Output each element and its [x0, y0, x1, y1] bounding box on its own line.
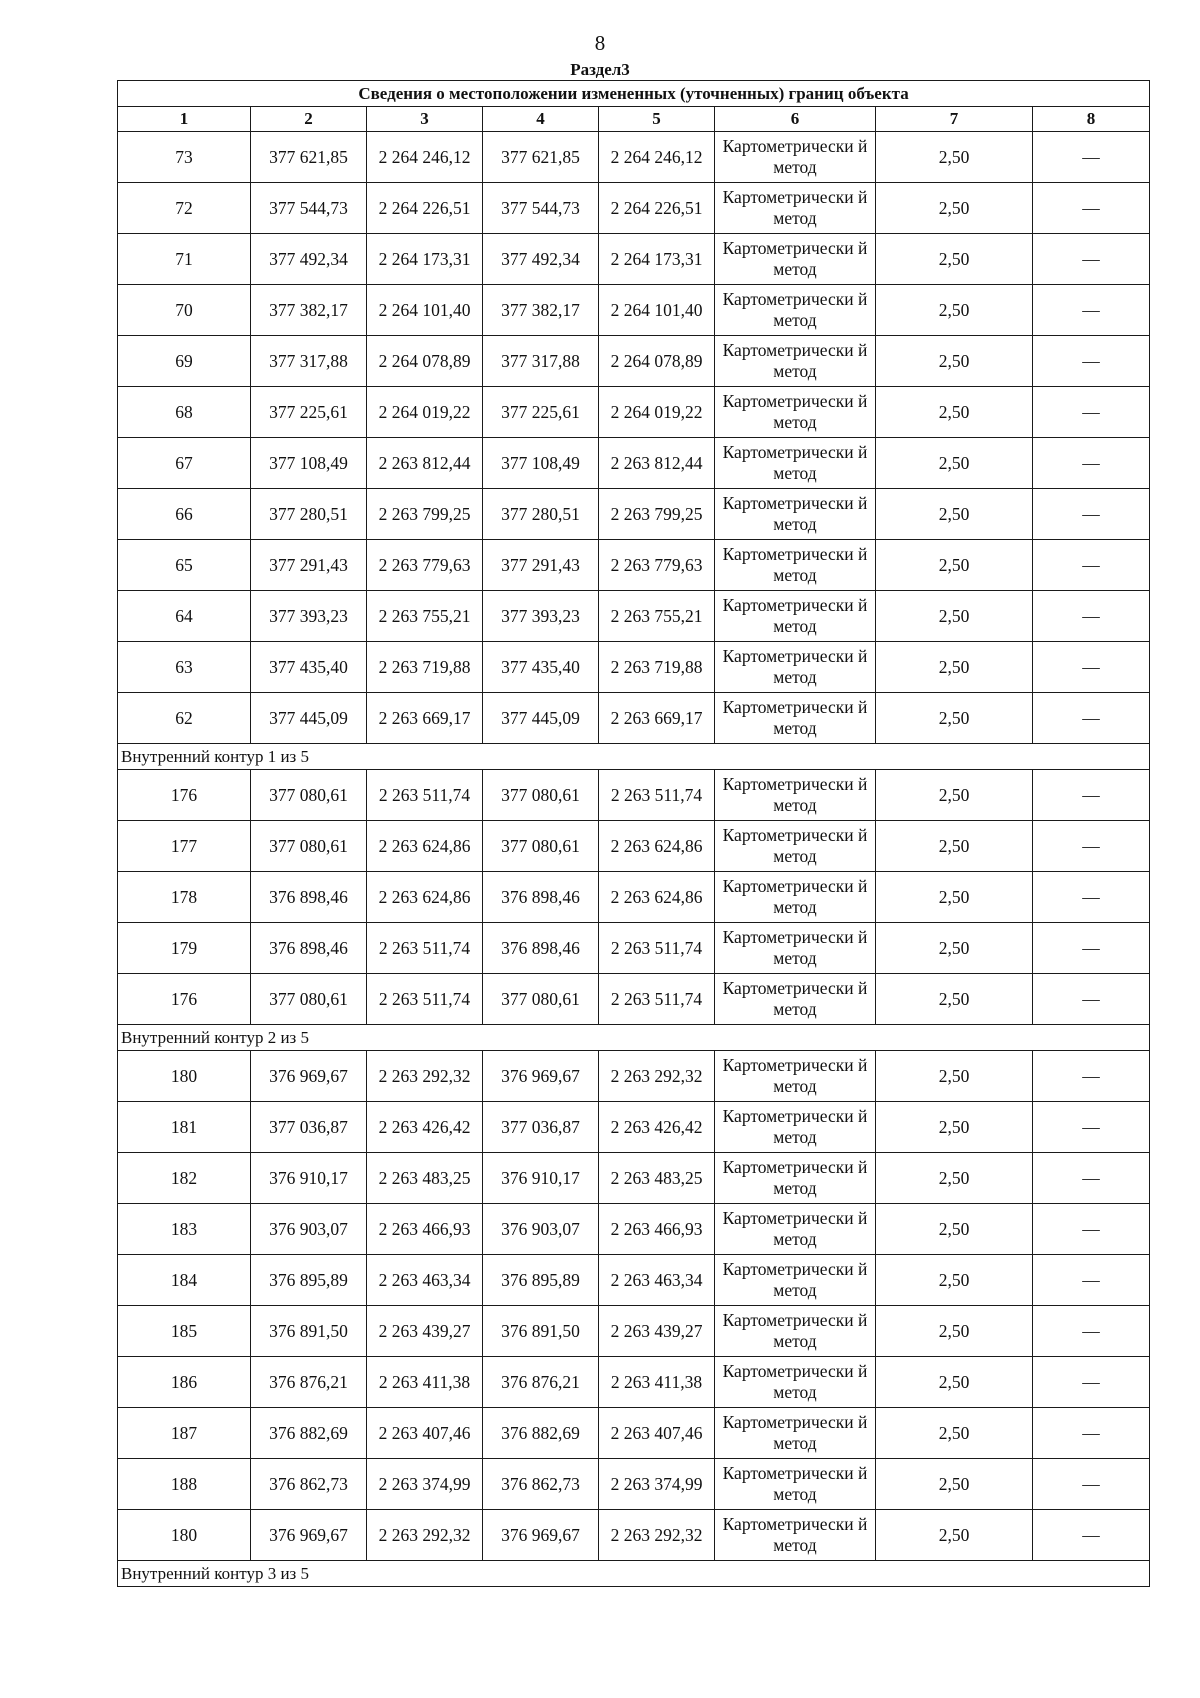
x-existing-cell: 377 080,61 [251, 974, 367, 1025]
description-cell: — [1033, 974, 1150, 1025]
description-cell: — [1033, 1306, 1150, 1357]
y-existing-cell: 2 263 755,21 [367, 591, 483, 642]
x-existing-cell: 377 492,34 [251, 234, 367, 285]
point-number-cell: 72 [118, 183, 251, 234]
y-new-cell: 2 263 439,27 [599, 1306, 715, 1357]
y-new-cell: 2 263 511,74 [599, 974, 715, 1025]
y-existing-cell: 2 263 439,27 [367, 1306, 483, 1357]
table-row [118, 974, 1150, 1025]
y-new-cell: 2 264 078,89 [599, 336, 715, 387]
y-existing-cell: 2 263 624,86 [367, 872, 483, 923]
accuracy-cell: 2,50 [876, 387, 1033, 438]
x-existing-cell: 376 969,67 [251, 1051, 367, 1102]
description-cell: — [1033, 183, 1150, 234]
method-cell: Картометрически й метод [715, 234, 876, 285]
method-cell: Картометрически й метод [715, 132, 876, 183]
y-new-cell: 2 263 624,86 [599, 872, 715, 923]
accuracy-cell: 2,50 [876, 234, 1033, 285]
description-cell: — [1033, 923, 1150, 974]
table-row [118, 1204, 1150, 1255]
accuracy-cell: 2,50 [876, 693, 1033, 744]
y-new-cell: 2 263 511,74 [599, 770, 715, 821]
table-row [118, 438, 1150, 489]
y-existing-cell: 2 264 101,40 [367, 285, 483, 336]
x-new-cell: 376 862,73 [483, 1459, 599, 1510]
y-existing-cell: 2 264 226,51 [367, 183, 483, 234]
method-cell: Картометрически й метод [715, 1408, 876, 1459]
x-new-cell: 377 080,61 [483, 974, 599, 1025]
y-existing-cell: 2 264 019,22 [367, 387, 483, 438]
x-existing-cell: 377 621,85 [251, 132, 367, 183]
column-number: 4 [483, 107, 599, 132]
x-new-cell: 377 544,73 [483, 183, 599, 234]
y-new-cell: 2 263 779,63 [599, 540, 715, 591]
y-new-cell: 2 263 669,17 [599, 693, 715, 744]
x-existing-cell: 376 876,21 [251, 1357, 367, 1408]
description-cell: — [1033, 1510, 1150, 1561]
point-number-cell: 69 [118, 336, 251, 387]
table-row [118, 872, 1150, 923]
contour-heading-row [118, 1561, 1150, 1587]
point-number-cell: 73 [118, 132, 251, 183]
point-number-cell: 65 [118, 540, 251, 591]
y-existing-cell: 2 263 426,42 [367, 1102, 483, 1153]
accuracy-cell: 2,50 [876, 923, 1033, 974]
description-cell: — [1033, 1051, 1150, 1102]
table-row [118, 1153, 1150, 1204]
y-new-cell: 2 263 719,88 [599, 642, 715, 693]
boundary-coordinates-table [117, 80, 1150, 1587]
method-cell: Картометрически й метод [715, 591, 876, 642]
y-new-cell: 2 263 812,44 [599, 438, 715, 489]
point-number-cell: 188 [118, 1459, 251, 1510]
y-existing-cell: 2 264 173,31 [367, 234, 483, 285]
x-existing-cell: 377 080,61 [251, 770, 367, 821]
contour-heading-row [118, 744, 1150, 770]
table-title: Сведения о местоположении измененных (уточненных) границ объекта [118, 81, 1150, 107]
description-cell: — [1033, 821, 1150, 872]
point-number-cell: 62 [118, 693, 251, 744]
y-new-cell: 2 263 426,42 [599, 1102, 715, 1153]
x-existing-cell: 377 280,51 [251, 489, 367, 540]
table-row [118, 489, 1150, 540]
description-cell: — [1033, 770, 1150, 821]
y-new-cell: 2 263 799,25 [599, 489, 715, 540]
x-existing-cell: 376 862,73 [251, 1459, 367, 1510]
y-new-cell: 2 263 511,74 [599, 923, 715, 974]
point-number-cell: 71 [118, 234, 251, 285]
y-existing-cell: 2 264 246,12 [367, 132, 483, 183]
y-existing-cell: 2 264 078,89 [367, 336, 483, 387]
description-cell: — [1033, 234, 1150, 285]
x-existing-cell: 377 225,61 [251, 387, 367, 438]
method-cell: Картометрически й метод [715, 489, 876, 540]
point-number-cell: 182 [118, 1153, 251, 1204]
description-cell: — [1033, 132, 1150, 183]
point-number-cell: 187 [118, 1408, 251, 1459]
point-number-cell: 183 [118, 1204, 251, 1255]
point-number-cell: 68 [118, 387, 251, 438]
table-row [118, 1255, 1150, 1306]
accuracy-cell: 2,50 [876, 132, 1033, 183]
y-existing-cell: 2 263 511,74 [367, 923, 483, 974]
page-number: 8 [594, 31, 606, 55]
description-cell: — [1033, 1255, 1150, 1306]
y-existing-cell: 2 263 483,25 [367, 1153, 483, 1204]
accuracy-cell: 2,50 [876, 1357, 1033, 1408]
method-cell: Картометрически й метод [715, 1153, 876, 1204]
table-row [118, 693, 1150, 744]
x-new-cell: 376 895,89 [483, 1255, 599, 1306]
description-cell: — [1033, 540, 1150, 591]
point-number-cell: 176 [118, 770, 251, 821]
table-row [118, 540, 1150, 591]
accuracy-cell: 2,50 [876, 1459, 1033, 1510]
column-number: 3 [367, 107, 483, 132]
point-number-cell: 177 [118, 821, 251, 872]
description-cell: — [1033, 1357, 1150, 1408]
description-cell: — [1033, 285, 1150, 336]
x-existing-cell: 377 544,73 [251, 183, 367, 234]
accuracy-cell: 2,50 [876, 1153, 1033, 1204]
x-new-cell: 376 898,46 [483, 872, 599, 923]
x-existing-cell: 377 036,87 [251, 1102, 367, 1153]
x-existing-cell: 377 108,49 [251, 438, 367, 489]
x-new-cell: 377 317,88 [483, 336, 599, 387]
method-cell: Картометрически й метод [715, 1255, 876, 1306]
table-row [118, 591, 1150, 642]
method-cell: Картометрически й метод [715, 770, 876, 821]
x-existing-cell: 376 895,89 [251, 1255, 367, 1306]
table-row [118, 923, 1150, 974]
x-new-cell: 377 445,09 [483, 693, 599, 744]
y-existing-cell: 2 263 511,74 [367, 974, 483, 1025]
x-existing-cell: 376 898,46 [251, 923, 367, 974]
y-new-cell: 2 263 411,38 [599, 1357, 715, 1408]
point-number-cell: 70 [118, 285, 251, 336]
y-existing-cell: 2 263 779,63 [367, 540, 483, 591]
x-new-cell: 377 080,61 [483, 821, 599, 872]
contour-heading: Внутренний контур 3 из 5 [118, 1561, 1150, 1587]
contour-heading: Внутренний контур 2 из 5 [118, 1025, 1150, 1051]
x-existing-cell: 376 969,67 [251, 1510, 367, 1561]
x-existing-cell: 377 393,23 [251, 591, 367, 642]
point-number-cell: 178 [118, 872, 251, 923]
table-row [118, 1306, 1150, 1357]
description-cell: — [1033, 1459, 1150, 1510]
point-number-cell: 180 [118, 1510, 251, 1561]
y-new-cell: 2 264 246,12 [599, 132, 715, 183]
point-number-cell: 64 [118, 591, 251, 642]
table-body [118, 132, 1150, 1587]
accuracy-cell: 2,50 [876, 336, 1033, 387]
accuracy-cell: 2,50 [876, 285, 1033, 336]
description-cell: — [1033, 387, 1150, 438]
x-existing-cell: 376 898,46 [251, 872, 367, 923]
y-existing-cell: 2 263 466,93 [367, 1204, 483, 1255]
x-new-cell: 376 898,46 [483, 923, 599, 974]
accuracy-cell: 2,50 [876, 438, 1033, 489]
accuracy-cell: 2,50 [876, 1255, 1033, 1306]
accuracy-cell: 2,50 [876, 1102, 1033, 1153]
table-row [118, 1408, 1150, 1459]
x-existing-cell: 377 445,09 [251, 693, 367, 744]
y-new-cell: 2 263 374,99 [599, 1459, 715, 1510]
point-number-cell: 66 [118, 489, 251, 540]
table-row [118, 821, 1150, 872]
x-new-cell: 377 036,87 [483, 1102, 599, 1153]
description-cell: — [1033, 489, 1150, 540]
method-cell: Картометрически й метод [715, 1051, 876, 1102]
description-cell: — [1033, 1153, 1150, 1204]
x-new-cell: 377 382,17 [483, 285, 599, 336]
y-new-cell: 2 264 173,31 [599, 234, 715, 285]
x-new-cell: 377 280,51 [483, 489, 599, 540]
x-new-cell: 376 903,07 [483, 1204, 599, 1255]
accuracy-cell: 2,50 [876, 770, 1033, 821]
method-cell: Картометрически й метод [715, 872, 876, 923]
description-cell: — [1033, 591, 1150, 642]
description-cell: — [1033, 642, 1150, 693]
y-existing-cell: 2 263 719,88 [367, 642, 483, 693]
accuracy-cell: 2,50 [876, 1051, 1033, 1102]
x-new-cell: 376 876,21 [483, 1357, 599, 1408]
y-existing-cell: 2 263 411,38 [367, 1357, 483, 1408]
y-new-cell: 2 264 101,40 [599, 285, 715, 336]
x-existing-cell: 377 291,43 [251, 540, 367, 591]
y-new-cell: 2 263 292,32 [599, 1510, 715, 1561]
table-row [118, 336, 1150, 387]
accuracy-cell: 2,50 [876, 1306, 1033, 1357]
x-new-cell: 377 435,40 [483, 642, 599, 693]
x-new-cell: 377 291,43 [483, 540, 599, 591]
method-cell: Картометрически й метод [715, 1204, 876, 1255]
y-new-cell: 2 263 755,21 [599, 591, 715, 642]
method-cell: Картометрически й метод [715, 642, 876, 693]
x-new-cell: 377 080,61 [483, 770, 599, 821]
y-existing-cell: 2 263 463,34 [367, 1255, 483, 1306]
x-existing-cell: 377 317,88 [251, 336, 367, 387]
y-existing-cell: 2 263 292,32 [367, 1051, 483, 1102]
x-new-cell: 377 621,85 [483, 132, 599, 183]
y-existing-cell: 2 263 511,74 [367, 770, 483, 821]
table-row [118, 1459, 1150, 1510]
description-cell: — [1033, 438, 1150, 489]
method-cell: Картометрически й метод [715, 387, 876, 438]
method-cell: Картометрически й метод [715, 285, 876, 336]
method-cell: Картометрически й метод [715, 1510, 876, 1561]
method-cell: Картометрически й метод [715, 693, 876, 744]
accuracy-cell: 2,50 [876, 1408, 1033, 1459]
x-new-cell: 376 882,69 [483, 1408, 599, 1459]
column-number: 1 [118, 107, 251, 132]
x-new-cell: 377 393,23 [483, 591, 599, 642]
method-cell: Картометрически й метод [715, 183, 876, 234]
point-number-cell: 184 [118, 1255, 251, 1306]
method-cell: Картометрически й метод [715, 821, 876, 872]
column-number: 5 [599, 107, 715, 132]
y-new-cell: 2 263 292,32 [599, 1051, 715, 1102]
section-title: Раздел3 [570, 60, 630, 79]
contour-heading-row [118, 1025, 1150, 1051]
method-cell: Картометрически й метод [715, 974, 876, 1025]
description-cell: — [1033, 1408, 1150, 1459]
method-cell: Картометрически й метод [715, 1102, 876, 1153]
y-existing-cell: 2 263 407,46 [367, 1408, 483, 1459]
y-new-cell: 2 263 463,34 [599, 1255, 715, 1306]
column-number: 7 [876, 107, 1033, 132]
x-new-cell: 377 225,61 [483, 387, 599, 438]
y-existing-cell: 2 263 292,32 [367, 1510, 483, 1561]
method-cell: Картометрически й метод [715, 1357, 876, 1408]
accuracy-cell: 2,50 [876, 821, 1033, 872]
method-cell: Картометрически й метод [715, 438, 876, 489]
method-cell: Картометрически й метод [715, 540, 876, 591]
y-new-cell: 2 263 466,93 [599, 1204, 715, 1255]
x-existing-cell: 377 080,61 [251, 821, 367, 872]
x-existing-cell: 376 903,07 [251, 1204, 367, 1255]
table-row [118, 1510, 1150, 1561]
description-cell: — [1033, 1204, 1150, 1255]
x-existing-cell: 376 882,69 [251, 1408, 367, 1459]
accuracy-cell: 2,50 [876, 183, 1033, 234]
y-existing-cell: 2 263 812,44 [367, 438, 483, 489]
contour-heading: Внутренний контур 1 из 5 [118, 744, 1150, 770]
accuracy-cell: 2,50 [876, 540, 1033, 591]
point-number-cell: 186 [118, 1357, 251, 1408]
table-row [118, 770, 1150, 821]
method-cell: Картометрически й метод [715, 336, 876, 387]
accuracy-cell: 2,50 [876, 1510, 1033, 1561]
table-row [118, 642, 1150, 693]
accuracy-cell: 2,50 [876, 974, 1033, 1025]
table-row [118, 132, 1150, 183]
y-new-cell: 2 263 624,86 [599, 821, 715, 872]
x-new-cell: 376 910,17 [483, 1153, 599, 1204]
x-new-cell: 377 492,34 [483, 234, 599, 285]
x-existing-cell: 377 435,40 [251, 642, 367, 693]
x-new-cell: 376 969,67 [483, 1510, 599, 1561]
y-existing-cell: 2 263 374,99 [367, 1459, 483, 1510]
y-new-cell: 2 264 226,51 [599, 183, 715, 234]
point-number-cell: 176 [118, 974, 251, 1025]
description-cell: — [1033, 336, 1150, 387]
y-existing-cell: 2 263 669,17 [367, 693, 483, 744]
accuracy-cell: 2,50 [876, 642, 1033, 693]
description-cell: — [1033, 1102, 1150, 1153]
y-new-cell: 2 263 483,25 [599, 1153, 715, 1204]
x-existing-cell: 377 382,17 [251, 285, 367, 336]
point-number-cell: 185 [118, 1306, 251, 1357]
accuracy-cell: 2,50 [876, 872, 1033, 923]
column-number: 2 [251, 107, 367, 132]
table-row [118, 183, 1150, 234]
method-cell: Картометрически й метод [715, 1459, 876, 1510]
accuracy-cell: 2,50 [876, 591, 1033, 642]
point-number-cell: 179 [118, 923, 251, 974]
y-new-cell: 2 263 407,46 [599, 1408, 715, 1459]
table-row [118, 285, 1150, 336]
column-number: 8 [1033, 107, 1150, 132]
point-number-cell: 180 [118, 1051, 251, 1102]
x-existing-cell: 376 910,17 [251, 1153, 367, 1204]
description-cell: — [1033, 693, 1150, 744]
y-existing-cell: 2 263 624,86 [367, 821, 483, 872]
column-number: 6 [715, 107, 876, 132]
x-new-cell: 376 891,50 [483, 1306, 599, 1357]
table-row [118, 1357, 1150, 1408]
point-number-cell: 63 [118, 642, 251, 693]
description-cell: — [1033, 872, 1150, 923]
y-new-cell: 2 264 019,22 [599, 387, 715, 438]
accuracy-cell: 2,50 [876, 1204, 1033, 1255]
method-cell: Картометрически й метод [715, 923, 876, 974]
point-number-cell: 181 [118, 1102, 251, 1153]
x-existing-cell: 376 891,50 [251, 1306, 367, 1357]
x-new-cell: 377 108,49 [483, 438, 599, 489]
method-cell: Картометрически й метод [715, 1306, 876, 1357]
table-row [118, 1051, 1150, 1102]
x-new-cell: 376 969,67 [483, 1051, 599, 1102]
table-row [118, 1102, 1150, 1153]
accuracy-cell: 2,50 [876, 489, 1033, 540]
table-row [118, 234, 1150, 285]
y-existing-cell: 2 263 799,25 [367, 489, 483, 540]
point-number-cell: 67 [118, 438, 251, 489]
table-row [118, 387, 1150, 438]
column-number-row [118, 107, 1150, 132]
